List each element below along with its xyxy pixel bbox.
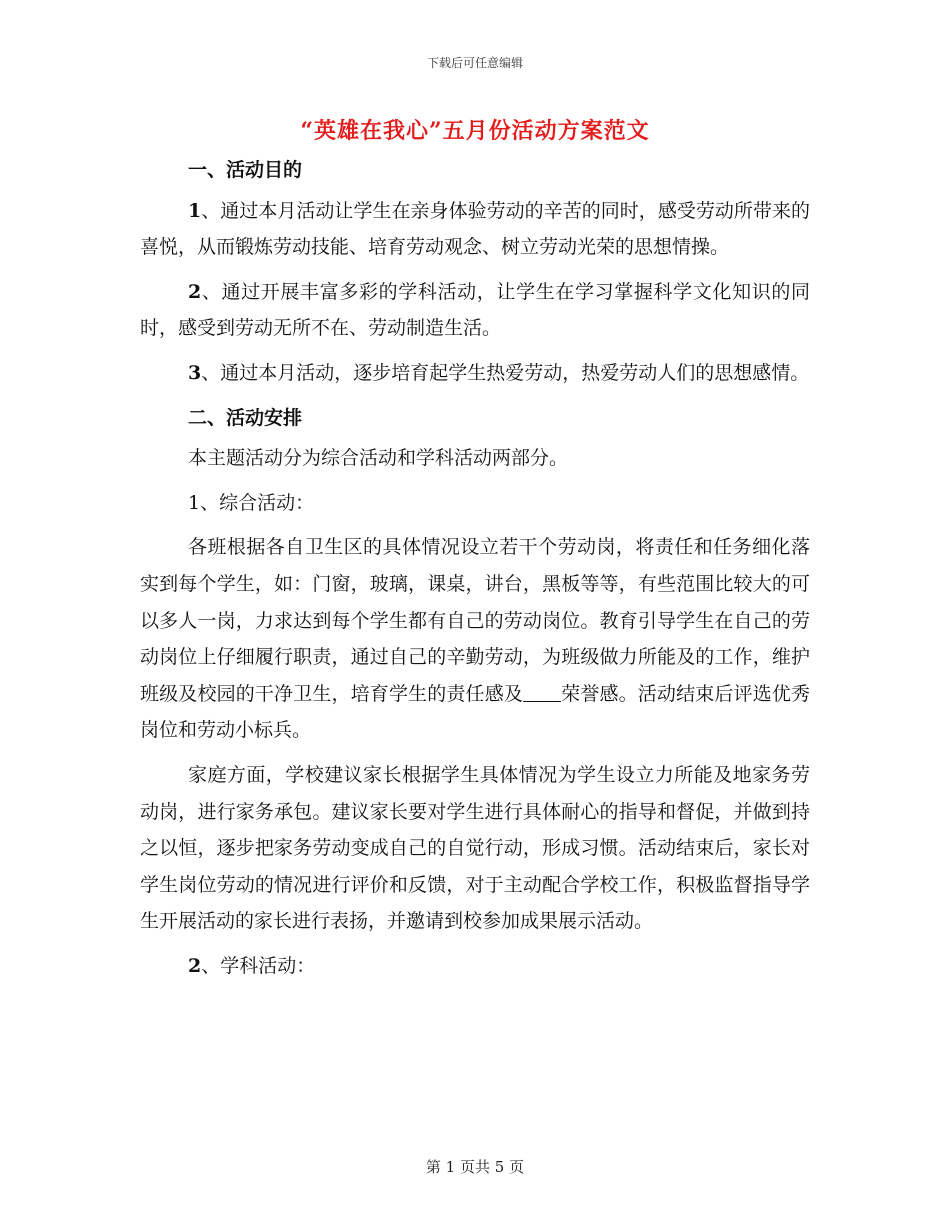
- document-body: [140, 152, 810, 984]
- paragraph-purpose-3: [140, 355, 810, 392]
- paragraph-text: 各班根据各自卫生区的具体情况设立若干个劳动岗，将责任和任务细化落实到每个学生，如：门窗，玻璃，课桌，讲台，黑板等等，有些范围比较大的可以多人一岗，力求达到每个学生都有自己的劳动岗位。教育引导学生在自己的劳动岗位上仔细履行职责，通过自己的辛勤劳动，为班级做力所能及的工作，维护班级及校园的干净卫生，培育学生的责任感及: [140, 536, 810, 705]
- paragraph-text: 、通过本月活动，逐步培育起学生热爱劳动，热爱劳动人们的思想感情。: [201, 361, 810, 384]
- paragraph-text: 、学科活动：: [201, 954, 316, 977]
- section-heading-purpose: 一、活动目的: [188, 159, 303, 181]
- paragraph-number: 2: [188, 954, 202, 977]
- paragraph-family: 家庭方面，学校建议家长根据学生具体情况为学生设立力所能及地家务劳动岗，进行家务承包。建议家长要对学生进行具体耐心的指导和督促，并做到持之以恒，逐步把家务劳动变成自己的自觉行动，形成习惯。活动结束后，家长对学生岗位劳动的情况进行评价和反馈，对于主动配合学校工作，积极监督指导学生开展活动的家长进行表扬，并邀请到校参加成果展示活动。: [140, 763, 810, 933]
- paragraph-comprehensive-detail: [140, 529, 810, 749]
- paragraph-text: 荣誉感。活动结束后评选优秀岗位和劳动小标兵。: [140, 682, 810, 742]
- paragraph-purpose-2: [140, 274, 810, 347]
- paragraph-comprehensive-heading: 1、综合活动：: [188, 491, 315, 514]
- header-note: 下载后可任意编辑: [426, 56, 523, 70]
- fill-in-blank: [523, 682, 561, 702]
- paragraph-arrangement-intro: 本主题活动分为综合活动和学科活动两部分。: [188, 447, 569, 470]
- section-heading-arrangement: 二、活动安排: [188, 406, 303, 429]
- paragraph-number: 2: [188, 280, 202, 303]
- paragraph-subject-heading: [140, 948, 810, 985]
- paragraph-number: 1: [188, 199, 202, 222]
- page-footer: 第 1 页共 5 页: [425, 1158, 525, 1176]
- paragraph-text: 、通过本月活动让学生在亲身体验劳动的辛苦的同时，感受劳动所带来的喜悦，从而锻炼劳动技能、培育劳动观念、树立劳动光荣的思想情操。: [140, 199, 810, 259]
- paragraph-text: 、通过开展丰富多彩的学科活动，让学生在学习掌握科学文化知识的同时，感受到劳动无所不在、劳动制造生活。: [140, 280, 810, 340]
- paragraph-number: 3: [188, 361, 202, 384]
- paragraph-purpose-1: [140, 193, 810, 266]
- document-title: “英雄在我心”五月份活动方案范文: [300, 118, 650, 144]
